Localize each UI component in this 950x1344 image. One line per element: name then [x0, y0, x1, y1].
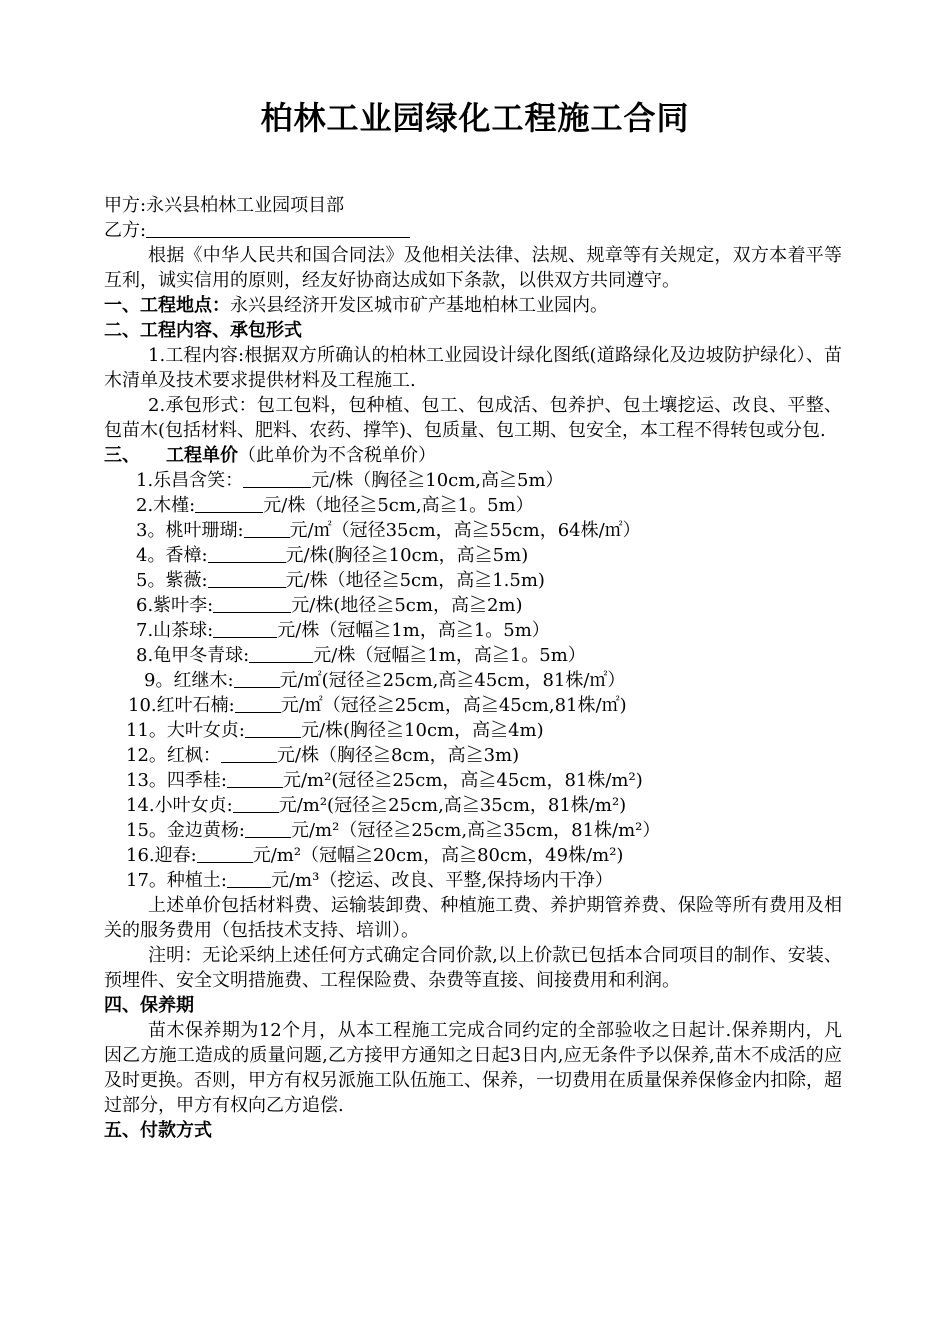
price-item	[104, 693, 842, 718]
price-item-spec: 元/株（冠幅≧1m，高≧1。5m）	[277, 620, 550, 641]
price-blank	[197, 844, 253, 863]
intro-paragraph: 根据《中华人民共和国合同法》及他相关法律、法规、规章等有关规定，双方本着平等互利，诚实信用的原则，经友好协商达成如下条款，以供双方共同遵守。	[104, 245, 842, 291]
price-item-spec: 元/株（胸径≧8cm，高≧3m)	[276, 745, 520, 766]
price-item-name: 5。紫薇:	[136, 570, 208, 591]
price-item-spec: 元/m²（冠幅≧20cm，高≧80cm，49株/m²)	[252, 845, 624, 866]
price-item-name: 2.木槿:	[136, 495, 196, 516]
price-blank	[208, 544, 286, 563]
price-item-list	[104, 468, 842, 893]
price-item	[104, 868, 842, 893]
price-item-spec: 元/㎡（冠径35cm，高≧55cm，64株/㎡）	[289, 520, 641, 541]
price-item-name: 16.迎春:	[126, 845, 197, 866]
price-blank	[195, 494, 263, 513]
price-blank	[227, 769, 283, 788]
price-item-name: 4。香樟:	[136, 545, 208, 566]
price-blank	[208, 569, 286, 588]
price-item-spec: 元/株（冠幅≧1m，高≧1。5m）	[313, 645, 586, 666]
price-item	[104, 768, 842, 793]
section-2-heading: 二、工程内容、承包形式	[104, 320, 302, 341]
section-5-heading: 五、付款方式	[104, 1120, 212, 1141]
section-1-heading: 一、工程地点：	[104, 295, 230, 316]
price-item-spec: 元/m²（冠径≧25cm,高≧35cm，81株/m²）	[290, 820, 661, 841]
section-3-note: （此单价为不含税单价）	[238, 445, 436, 466]
price-inclusion-paragraph: 上述单价包括材料费、运输装卸费、种植施工费、养护期管养费、保险等所有费用及相关的服务费用（包括技术支持、培训）。	[104, 895, 842, 941]
price-blank	[245, 819, 291, 838]
price-item-name: 13。四季桂:	[126, 770, 227, 791]
section-1	[104, 293, 842, 318]
price-blank	[235, 694, 281, 713]
price-item	[104, 643, 842, 668]
party-b-blank	[146, 219, 410, 238]
price-item-name: 8.龟甲冬青球:	[136, 645, 250, 666]
price-item-spec: 元/株(地径≧5cm，高≧2m)	[291, 595, 523, 616]
price-item-name: 7.山茶球:	[136, 620, 214, 641]
price-item	[104, 718, 842, 743]
price-blank	[213, 619, 277, 638]
price-item-name: 17。种植土:	[126, 870, 227, 891]
price-blank	[233, 794, 279, 813]
price-item	[104, 593, 842, 618]
price-item	[104, 793, 842, 818]
price-item	[104, 618, 842, 643]
maintenance-period-paragraph: 苗木保养期为12个月，从本工程施工完成合同约定的全部验收之日起计.保养期内，凡因乙方施工造成的质量问题,乙方接甲方通知之日起3日内,应无条件予以保养,苗木不成活的应及时更换。否则，甲方有权另派施工队伍施工、保养，一切费用在质量保养保修金内扣除，超过部分，甲方有权向乙方追偿.	[104, 1020, 842, 1116]
price-item-spec: 元/㎡（冠径≧25cm，高≧45cm,81株/㎡)	[280, 695, 627, 716]
price-item-spec: 元/株(胸径≧10cm，高≧5m)	[285, 545, 529, 566]
document-title: 柏林工业园绿化工程施工合同	[260, 99, 690, 137]
price-item-spec: 元/㎡(冠径≧25cm,高≧45cm，81株/㎡）	[279, 670, 626, 691]
price-item-spec: 元/株（地径≧5cm,高≧1。5m）	[263, 495, 534, 516]
section-3-heading: 工程单价	[166, 445, 238, 466]
price-item	[104, 668, 842, 693]
price-item	[104, 743, 842, 768]
party-a: 甲方:永兴县柏林工业园项目部	[104, 195, 345, 216]
price-item-name: 6.紫叶李:	[136, 595, 214, 616]
contract-body	[104, 193, 842, 1143]
price-item	[104, 568, 842, 593]
price-blank	[243, 469, 311, 488]
price-item	[104, 493, 842, 518]
price-item	[104, 518, 842, 543]
price-item-spec: 元/m²(冠径≧25cm,高≧35cm，81株/m²)	[278, 795, 627, 816]
price-item-name: 14.小叶女贞:	[126, 795, 233, 816]
price-blank	[221, 744, 277, 763]
section-1-text: 永兴县经济开发区城市矿产基地柏林工业园内。	[230, 295, 608, 316]
price-blank	[227, 869, 271, 888]
price-item-name: 11。大叶女贞:	[126, 720, 245, 741]
price-blank	[244, 519, 290, 538]
price-item-name: 15。金边黄杨:	[126, 820, 245, 841]
section-3-heading-line	[104, 443, 842, 468]
price-blank	[213, 594, 291, 613]
price-item-name: 3。桃叶珊瑚:	[136, 520, 244, 541]
party-b	[104, 218, 842, 243]
section-4-heading: 四、保养期	[104, 995, 194, 1016]
price-item-spec: 元/株(胸径≧10cm，高≧4m)	[300, 720, 544, 741]
price-item-spec: 元/株（胸径≧10cm,高≧5m）	[311, 470, 564, 491]
price-item	[104, 468, 842, 493]
price-item-name: 9。红继木:	[144, 670, 234, 691]
section-2-content: 1.工程内容:根据双方所确认的柏林工业园设计绿化图纸(道路绿化及边坡防护绿化）、苗木清单及技术要求提供材料及工程施工.	[104, 345, 842, 391]
section-2-contract-form: 2.承包形式：包工包料，包种植、包工、包成活、包养护、包土壤挖运、改良、平整、包苗木(包括材料、肥料、农药、撑竿)、包质量、包工期、包安全，本工程不得转包或分包.	[104, 395, 842, 441]
price-item	[104, 818, 842, 843]
price-item-spec: 元/m²(冠径≧25cm，高≧45cm，81株/m²)	[282, 770, 643, 791]
price-item-spec: 元/株（地径≧5cm，高≧1.5m)	[285, 570, 545, 591]
price-item-name: 12。红枫：	[126, 745, 221, 766]
party-b-label: 乙方:	[104, 220, 147, 241]
price-note-paragraph: 注明：无论采纳上述任何方式确定合同价款,以上价款已包括本合同项目的制作、安装、预埋件、安全文明措施费、工程保险费、杂费等直接、间接费用和利润。	[104, 945, 842, 991]
section-3-number: 三、	[104, 445, 140, 466]
price-item-name: 1.乐昌含笑：	[136, 470, 244, 491]
price-blank	[245, 719, 301, 738]
price-item-name: 10.红叶石楠:	[128, 695, 235, 716]
price-blank	[249, 644, 313, 663]
price-item-spec: 元/m³（挖运、改良、平整,保持场内干净）	[270, 870, 614, 891]
price-item	[104, 843, 842, 868]
price-item	[104, 543, 842, 568]
price-blank	[234, 669, 280, 688]
